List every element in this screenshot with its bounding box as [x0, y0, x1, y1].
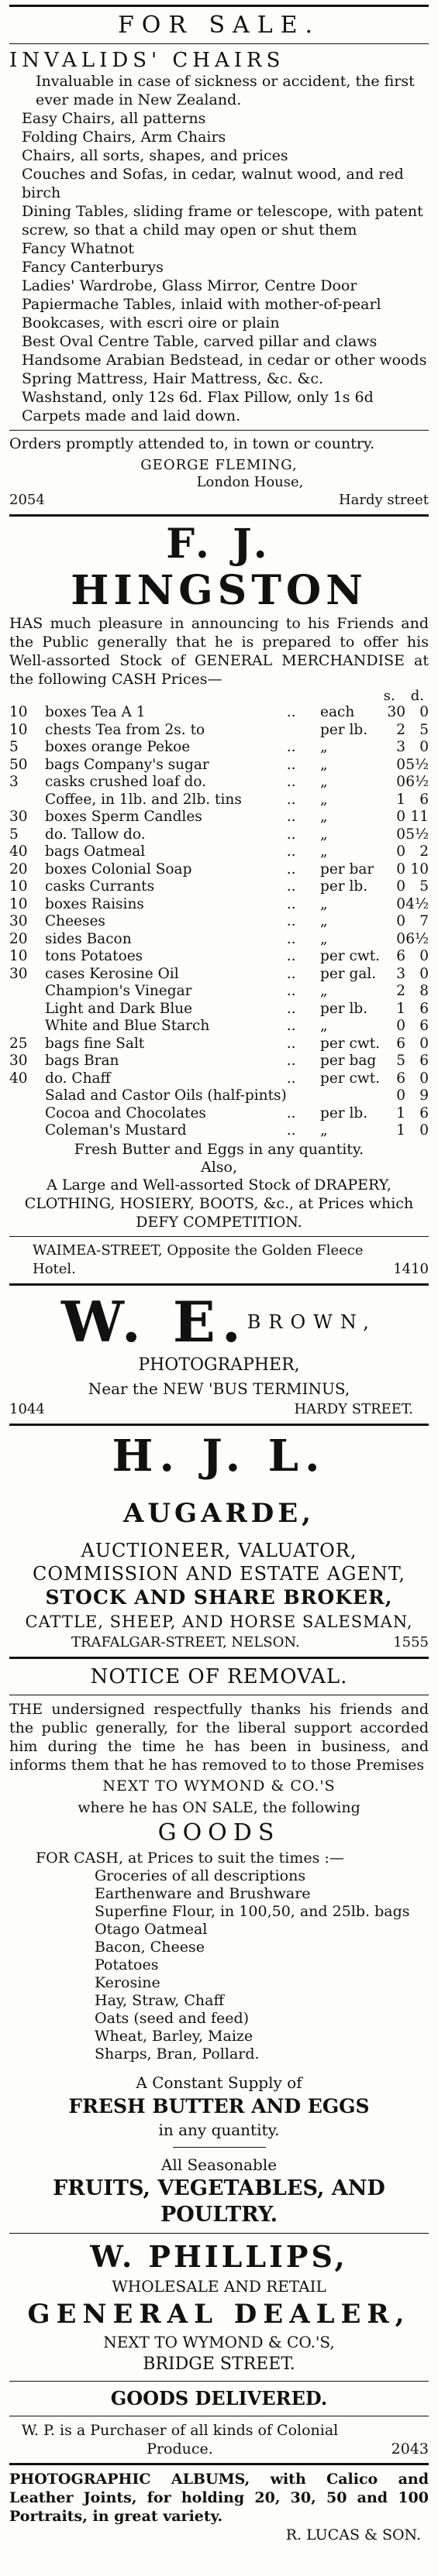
item-shillings: 1	[396, 1122, 405, 1139]
item-quantity: 25	[9, 1035, 28, 1052]
newspaper-column	[9, 5, 429, 2544]
item-shillings: 2	[396, 721, 405, 738]
ad-number: 1410	[393, 1260, 429, 1277]
item-quantity	[9, 792, 45, 809]
item-description: Cheeses	[45, 913, 105, 929]
item-shillings: 6	[396, 1070, 405, 1087]
item-leader: ..	[286, 756, 296, 773]
item-leader: ..	[286, 843, 296, 860]
item-unit: „	[320, 809, 328, 825]
fleming-line: Easy Chairs, all patterns	[22, 110, 206, 127]
price-row	[9, 1105, 429, 1123]
item-shillings: 1	[396, 1104, 405, 1121]
hingston-title: F. J. HINGSTON	[71, 520, 367, 614]
item-pence: 5½	[405, 826, 429, 843]
where-on-sale: where he has ON SALE, the following	[78, 1798, 360, 1816]
item-unit: „	[320, 895, 328, 912]
item-leader: ..	[286, 860, 296, 878]
item-unit: „	[320, 739, 328, 755]
item-unit: „	[320, 1018, 328, 1034]
item-shillings: 0	[396, 1087, 405, 1104]
item-shillings: 0	[396, 878, 405, 895]
rule	[9, 1424, 429, 1426]
item-leader: ..	[286, 1035, 296, 1052]
augarde-address: TRAFALGAR-STREET, NELSON.	[71, 1633, 300, 1650]
goods-item: Hay, Straw, Chaff	[95, 1991, 224, 2009]
item-unit: per cwt.	[320, 1070, 381, 1087]
price-row	[9, 1001, 429, 1018]
augarde-surname: AUGARDE,	[123, 1497, 315, 1529]
item-shillings: 0	[396, 895, 405, 912]
shillings-col: s.	[383, 688, 395, 704]
fleming-item-list	[9, 49, 429, 425]
item-unit: „	[320, 774, 328, 790]
item-description: boxes Colonial Soap	[45, 860, 192, 878]
item-description: sides Bacon	[45, 930, 132, 947]
item-leader: ..	[286, 774, 296, 790]
goods-item: Earthenware and Brushware	[95, 1884, 311, 1902]
item-shillings: 3	[396, 739, 405, 755]
item-description: do. Chaff	[45, 1070, 111, 1087]
item-leader: ..	[286, 1000, 296, 1017]
fresh-butter-heading: FRESH BUTTER AND EGGS	[68, 2094, 370, 2117]
item-description: boxes Sperm Candles	[45, 809, 202, 825]
augarde-signature	[9, 1633, 429, 1652]
item-shillings: 2	[396, 983, 405, 999]
item-quantity: 3	[9, 774, 19, 790]
item-pence: 5	[419, 721, 429, 738]
item-pence: 0	[419, 739, 429, 755]
item-leader: ..	[286, 930, 296, 947]
item-description: Salad and Castor Oils (half-pints)	[45, 1087, 287, 1104]
removal-title: NOTICE OF REMOVAL.	[90, 1664, 348, 1688]
brown-trade: PHOTOGRAPHER,	[138, 1355, 300, 1375]
fleming-line: Bookcases, with escri oire or plain	[22, 314, 280, 331]
item-quantity: 10	[9, 878, 28, 895]
item-quantity: 5	[9, 739, 19, 755]
stock-line: A Large and Well-assorted Stock of DRAPERY, CLOTHING, HOSIERY, BOOTS, &c., at Prices which DEFY COMPETITION.	[24, 1176, 414, 1231]
price-row	[9, 843, 429, 861]
item-quantity: 10	[9, 721, 28, 738]
item-description: tons Potatoes	[45, 948, 143, 964]
rule	[9, 2463, 429, 2465]
item-leader: ..	[286, 1104, 296, 1121]
brown-title	[9, 1290, 429, 1354]
item-shillings: 0	[396, 913, 405, 929]
all-seasonable: All Seasonable	[160, 2155, 278, 2174]
fleming-house: London House,	[196, 474, 304, 490]
item-unit: „	[320, 930, 328, 947]
item-shillings: 5	[396, 1053, 405, 1069]
fleming-line: Ladies' Wardrobe, Glass Mirror, Centre Door	[22, 277, 357, 294]
item-description: bags Bran	[45, 1053, 119, 1069]
item-shillings: 6	[396, 948, 405, 964]
item-unit: per gal.	[320, 965, 377, 982]
item-pence: 0	[419, 1070, 429, 1087]
item-unit	[320, 1087, 385, 1105]
item-leader: ..	[286, 791, 296, 808]
item-unit: „	[320, 913, 328, 929]
item-leader: ..	[286, 826, 296, 843]
item-quantity: 10	[9, 895, 28, 912]
augarde-line: STOCK AND SHARE BROKER,	[45, 1585, 393, 1609]
item-quantity: 50	[9, 756, 28, 773]
goods-delivered: GOODS DELIVERED.	[110, 2386, 328, 2409]
item-pence: 4½	[405, 895, 429, 912]
item-description: casks Currants	[45, 878, 155, 895]
item-shillings: 0	[396, 774, 405, 790]
item-leader: ..	[286, 878, 296, 895]
ad-number: 2054	[9, 492, 45, 508]
price-row	[9, 809, 429, 826]
item-pence: 6	[419, 1018, 429, 1034]
removal-body: THE undersigned respectfully thanks his friends and the public generally, for the liberal support accorded him during the time he has been in business, and informs them that he has removed to to those Premises	[9, 1700, 429, 1774]
item-pence: 6	[419, 1104, 429, 1121]
ad-number: 1044	[9, 1400, 45, 1417]
item-leader: ..	[286, 895, 296, 912]
bridge-street: BRIDGE STREET.	[143, 2354, 295, 2374]
item-quantity	[9, 1087, 45, 1105]
item-leader: ..	[286, 913, 296, 929]
item-unit: per cwt.	[320, 948, 381, 964]
price-row	[9, 704, 429, 722]
item-quantity: 20	[9, 930, 28, 947]
rule	[9, 43, 429, 44]
item-shillings: 1	[396, 1000, 405, 1017]
item-quantity: 5	[9, 826, 19, 843]
fleming-name: GEORGE FLEMING,	[140, 457, 298, 473]
item-pence: 5½	[405, 756, 429, 773]
purchaser-row	[9, 2421, 429, 2458]
item-unit: per lb.	[320, 1104, 368, 1121]
item-description: cases Kerosine Oil	[45, 965, 179, 982]
price-row	[9, 931, 429, 949]
item-unit: „	[320, 756, 328, 773]
item-description: Coleman's Mustard	[45, 1122, 187, 1139]
price-columns-header	[9, 689, 429, 704]
purchaser-line: W. P. is a Purchaser of all kinds of Colonial Produce.	[21, 2421, 339, 2458]
fleming-line: Chairs, all sorts, shapes, and prices	[22, 147, 288, 164]
price-row	[9, 966, 429, 984]
poultry-heading: POULTRY.	[160, 2202, 278, 2227]
item-leader: ..	[286, 965, 296, 982]
hingston-intro: HAS much pleasure in announcing to his Friends and the Public generally that he is prepared to offer his Well-assorted Stock of GENERAL MERCHANDISE at the following CASH Prices—	[9, 615, 429, 688]
brown-street: HARDY STREET.	[294, 1400, 413, 1417]
item-leader: ..	[286, 739, 296, 755]
item-unit: per bag	[320, 1053, 377, 1069]
item-unit: per cwt.	[320, 1035, 381, 1052]
item-description: Coffee, in 1lb. and 2lb. tins	[45, 791, 242, 808]
invalids-chairs-heading: INVALIDS' CHAIRS	[9, 49, 285, 72]
fleming-line: Papiermache Tables, inlaid with mother-of-pearl	[22, 296, 381, 313]
fleming-street: Hardy street	[338, 492, 429, 508]
price-row	[9, 1070, 429, 1088]
item-unit: per lb.	[320, 721, 368, 738]
brown-signature	[9, 1400, 429, 1419]
price-row	[9, 1018, 429, 1036]
item-pence: 6½	[405, 774, 429, 790]
item-pence: 6½	[405, 930, 429, 947]
price-row	[9, 774, 429, 792]
item-pence: 11	[410, 809, 429, 825]
item-pence: 0	[419, 965, 429, 982]
item-pence: 2	[419, 843, 429, 860]
fleming-line: Invaluable in case of sickness or accident, the first ever made in New Zealand.	[36, 73, 415, 108]
item-unit: per bar	[320, 860, 374, 878]
fleming-line: Best Oval Centre Table, carved pillar and claws	[22, 333, 378, 350]
short-rule	[173, 2147, 266, 2148]
item-quantity: 40	[9, 1070, 28, 1087]
for-cash-line: FOR CASH, at Prices to suit the times :—	[36, 1849, 344, 1867]
brown-near: Near the NEW 'BUS TERMINUS,	[88, 1379, 350, 1398]
goods-item: Otago Oatmeal	[95, 1920, 208, 1938]
goods-item: Bacon, Cheese	[95, 1938, 205, 1956]
augarde-line: CATTLE, SHEEP, AND HORSE SALESMAN,	[25, 1612, 413, 1631]
fleming-line: Carpets made and laid down.	[22, 407, 241, 424]
item-quantity	[9, 983, 45, 1001]
price-row	[9, 739, 429, 757]
item-pence: 0	[419, 1035, 429, 1052]
price-row	[9, 1122, 429, 1140]
price-row	[9, 861, 429, 879]
item-unit: „	[320, 791, 328, 808]
item-description: casks crushed loaf do.	[45, 774, 207, 790]
item-leader	[287, 1087, 320, 1105]
item-unit: „	[320, 826, 328, 843]
item-pence: 7	[419, 913, 429, 929]
pence-col: d.	[410, 688, 424, 704]
item-unit: each	[320, 704, 355, 720]
goods-list	[9, 1867, 429, 2063]
item-shillings: 3	[396, 965, 405, 982]
item-shillings: 0	[396, 930, 405, 947]
fruits-heading: FRUITS, VEGETABLES, AND	[53, 2176, 385, 2200]
next-to-wymond-2: NEXT TO WYMOND & CO.'S,	[103, 2332, 335, 2351]
goods-item: Kerosine	[95, 1973, 160, 1991]
augarde-line: AUCTIONEER, VALUATOR,	[81, 1539, 357, 1561]
hingston-address: WAIMEA-STREET, Opposite the Golden Fleece Hotel.	[33, 1242, 364, 1277]
lucas-signature: R. LUCAS & SON.	[285, 2526, 421, 2543]
item-description: White and Blue Starch	[45, 1018, 210, 1034]
item-leader: ..	[286, 704, 296, 720]
price-row	[9, 896, 429, 914]
item-shillings: 1	[396, 791, 405, 808]
general-dealer: GENERAL DEALER,	[27, 2298, 411, 2330]
albums-text: PHOTOGRAPHIC ALBUMS, with Calico and Leather Joints, for holding 20, 30, 50 and 100 Portraits, in great variety.	[9, 2470, 429, 2525]
hingston-address-row	[9, 1242, 429, 1279]
goods-item: Superfine Flour, in 100,50, and 25lb. bags	[95, 1902, 410, 1920]
top-rule	[9, 5, 429, 7]
item-description: chests Tea from 2s. to	[45, 721, 205, 738]
item-unit: „	[320, 1122, 328, 1139]
item-pence: 6	[419, 1000, 429, 1017]
item-description: Champion's Vinegar	[45, 983, 192, 999]
rule	[9, 514, 429, 517]
rule	[9, 430, 429, 431]
item-quantity: 40	[9, 843, 28, 860]
fleming-line: Fancy Canterburys	[22, 259, 164, 276]
item-unit: „	[320, 843, 328, 860]
next-to-wymond: NEXT TO WYMOND & CO.'S	[102, 1777, 336, 1795]
orders-line: Orders promptly attended to, in town or country.	[9, 435, 375, 452]
item-pence: 8	[419, 983, 429, 999]
augarde-line: COMMISSION AND ESTATE AGENT,	[32, 1562, 406, 1585]
item-quantity: 30	[9, 1053, 28, 1069]
rule	[9, 1283, 429, 1286]
item-pence: 6	[419, 791, 429, 808]
fleming-line: Washstand, only 12s 6d. Flax Pillow, only 1s 6d	[22, 389, 374, 406]
price-row	[9, 913, 429, 931]
fleming-line: Handsome Arabian Bedstead, in cedar or other woods	[22, 352, 427, 369]
fleming-line: Couches and Sofas, in cedar, walnut wood, and red birch	[22, 166, 404, 201]
item-leader: ..	[286, 948, 296, 964]
item-unit: „	[320, 983, 328, 999]
goods-item: Wheat, Barley, Maize	[95, 2027, 253, 2045]
item-shillings: 0	[396, 843, 405, 860]
item-description: boxes orange Pekoe	[45, 739, 191, 755]
price-row	[9, 1036, 429, 1053]
augarde-title	[9, 1431, 429, 1539]
item-description: boxes Raisins	[45, 895, 144, 912]
item-shillings: 0	[396, 756, 405, 773]
fleming-signature	[9, 491, 429, 510]
fleming-line: Spring Mattress, Hair Mattress, &c. &c.	[22, 370, 324, 387]
item-shillings: 0	[396, 1018, 405, 1034]
item-quantity	[9, 1001, 45, 1018]
price-row	[9, 792, 429, 809]
item-leader	[287, 722, 320, 740]
item-quantity: 20	[9, 860, 28, 878]
rule	[9, 2233, 429, 2234]
price-row	[9, 983, 429, 1001]
item-shillings: 0	[396, 826, 405, 843]
goods-item: Groceries of all descriptions	[95, 1867, 306, 1884]
phillips-name: W. PHILLIPS,	[90, 2238, 348, 2274]
goods-item: Potatoes	[95, 1956, 159, 1973]
fleming-line: Fancy Whatnot	[22, 240, 134, 257]
item-description: bags Oatmeal	[45, 843, 146, 860]
item-description: do. Tallow do.	[45, 826, 146, 843]
item-quantity: 10	[9, 948, 28, 964]
price-row	[9, 826, 429, 844]
item-quantity	[9, 1122, 45, 1140]
augarde-initials: H. J. L.	[112, 1430, 326, 1482]
item-description: Light and Dark Blue	[45, 1000, 193, 1017]
item-leader: ..	[286, 983, 296, 999]
ad-number: 2043	[391, 2440, 429, 2458]
item-pence: 0	[419, 1122, 429, 1139]
item-shillings: 30	[387, 704, 405, 720]
item-description: Cocoa and Chocolates	[45, 1104, 206, 1121]
rule	[9, 1236, 429, 1237]
price-row	[9, 948, 429, 966]
rule	[9, 2381, 429, 2382]
price-row	[9, 1087, 429, 1105]
ad-number: 1555	[393, 1633, 429, 1650]
any-quantity: in any quantity.	[158, 2120, 280, 2139]
item-pence: 0	[419, 704, 429, 720]
goods-item: Sharps, Bran, Pollard.	[95, 2045, 260, 2063]
price-table	[9, 704, 429, 1140]
goods-item: Oats (seed and feed)	[95, 2009, 250, 2027]
item-leader: ..	[286, 1070, 296, 1087]
item-leader: ..	[286, 1122, 296, 1139]
item-pence: 6	[419, 1053, 429, 1069]
item-unit: per lb.	[320, 1000, 368, 1017]
price-row	[9, 722, 429, 740]
fresh-butter-line: Fresh Butter and Eggs in any quantity.	[74, 1140, 364, 1158]
item-quantity	[9, 1018, 45, 1036]
item-leader: ..	[286, 1053, 296, 1069]
item-shillings: 6	[396, 1035, 405, 1052]
price-row	[9, 757, 429, 775]
fleming-line: Dining Tables, sliding frame or telescope, with patent screw, so that a child may open or shut them	[22, 203, 423, 239]
item-description: bags Company's sugar	[45, 756, 209, 773]
item-quantity: 30	[9, 965, 28, 982]
for-sale-header: FOR SALE.	[117, 12, 321, 39]
item-quantity: 10	[9, 704, 28, 720]
item-leader: ..	[286, 1018, 296, 1034]
item-quantity: 30	[9, 809, 28, 825]
item-quantity: 30	[9, 913, 28, 929]
item-pence: 0	[419, 948, 429, 964]
also-line: Also,	[200, 1158, 238, 1176]
constant-supply: A Constant Supply of	[136, 2073, 302, 2092]
fleming-line: Folding Chairs, Arm Chairs	[22, 129, 226, 146]
goods-heading: GOODS	[157, 1819, 281, 1846]
price-row	[9, 1053, 429, 1070]
item-pence: 5	[419, 878, 429, 895]
item-shillings: 0	[396, 809, 405, 825]
item-pence: 9	[419, 1087, 429, 1104]
price-row	[9, 878, 429, 896]
brown-surname: BROWN,	[247, 1310, 377, 1333]
item-unit: per lb.	[320, 878, 368, 895]
brown-initials: W. E.	[61, 1288, 247, 1355]
item-leader: ..	[286, 809, 296, 825]
item-quantity	[9, 1105, 45, 1123]
wholesale-line: WHOLESALE AND RETAIL	[112, 2276, 326, 2296]
item-pence: 10	[410, 860, 429, 878]
item-description: bags fine Salt	[45, 1035, 145, 1052]
rule	[9, 1657, 429, 1659]
item-shillings: 0	[396, 860, 405, 878]
item-description: boxes Tea A 1	[45, 704, 146, 720]
